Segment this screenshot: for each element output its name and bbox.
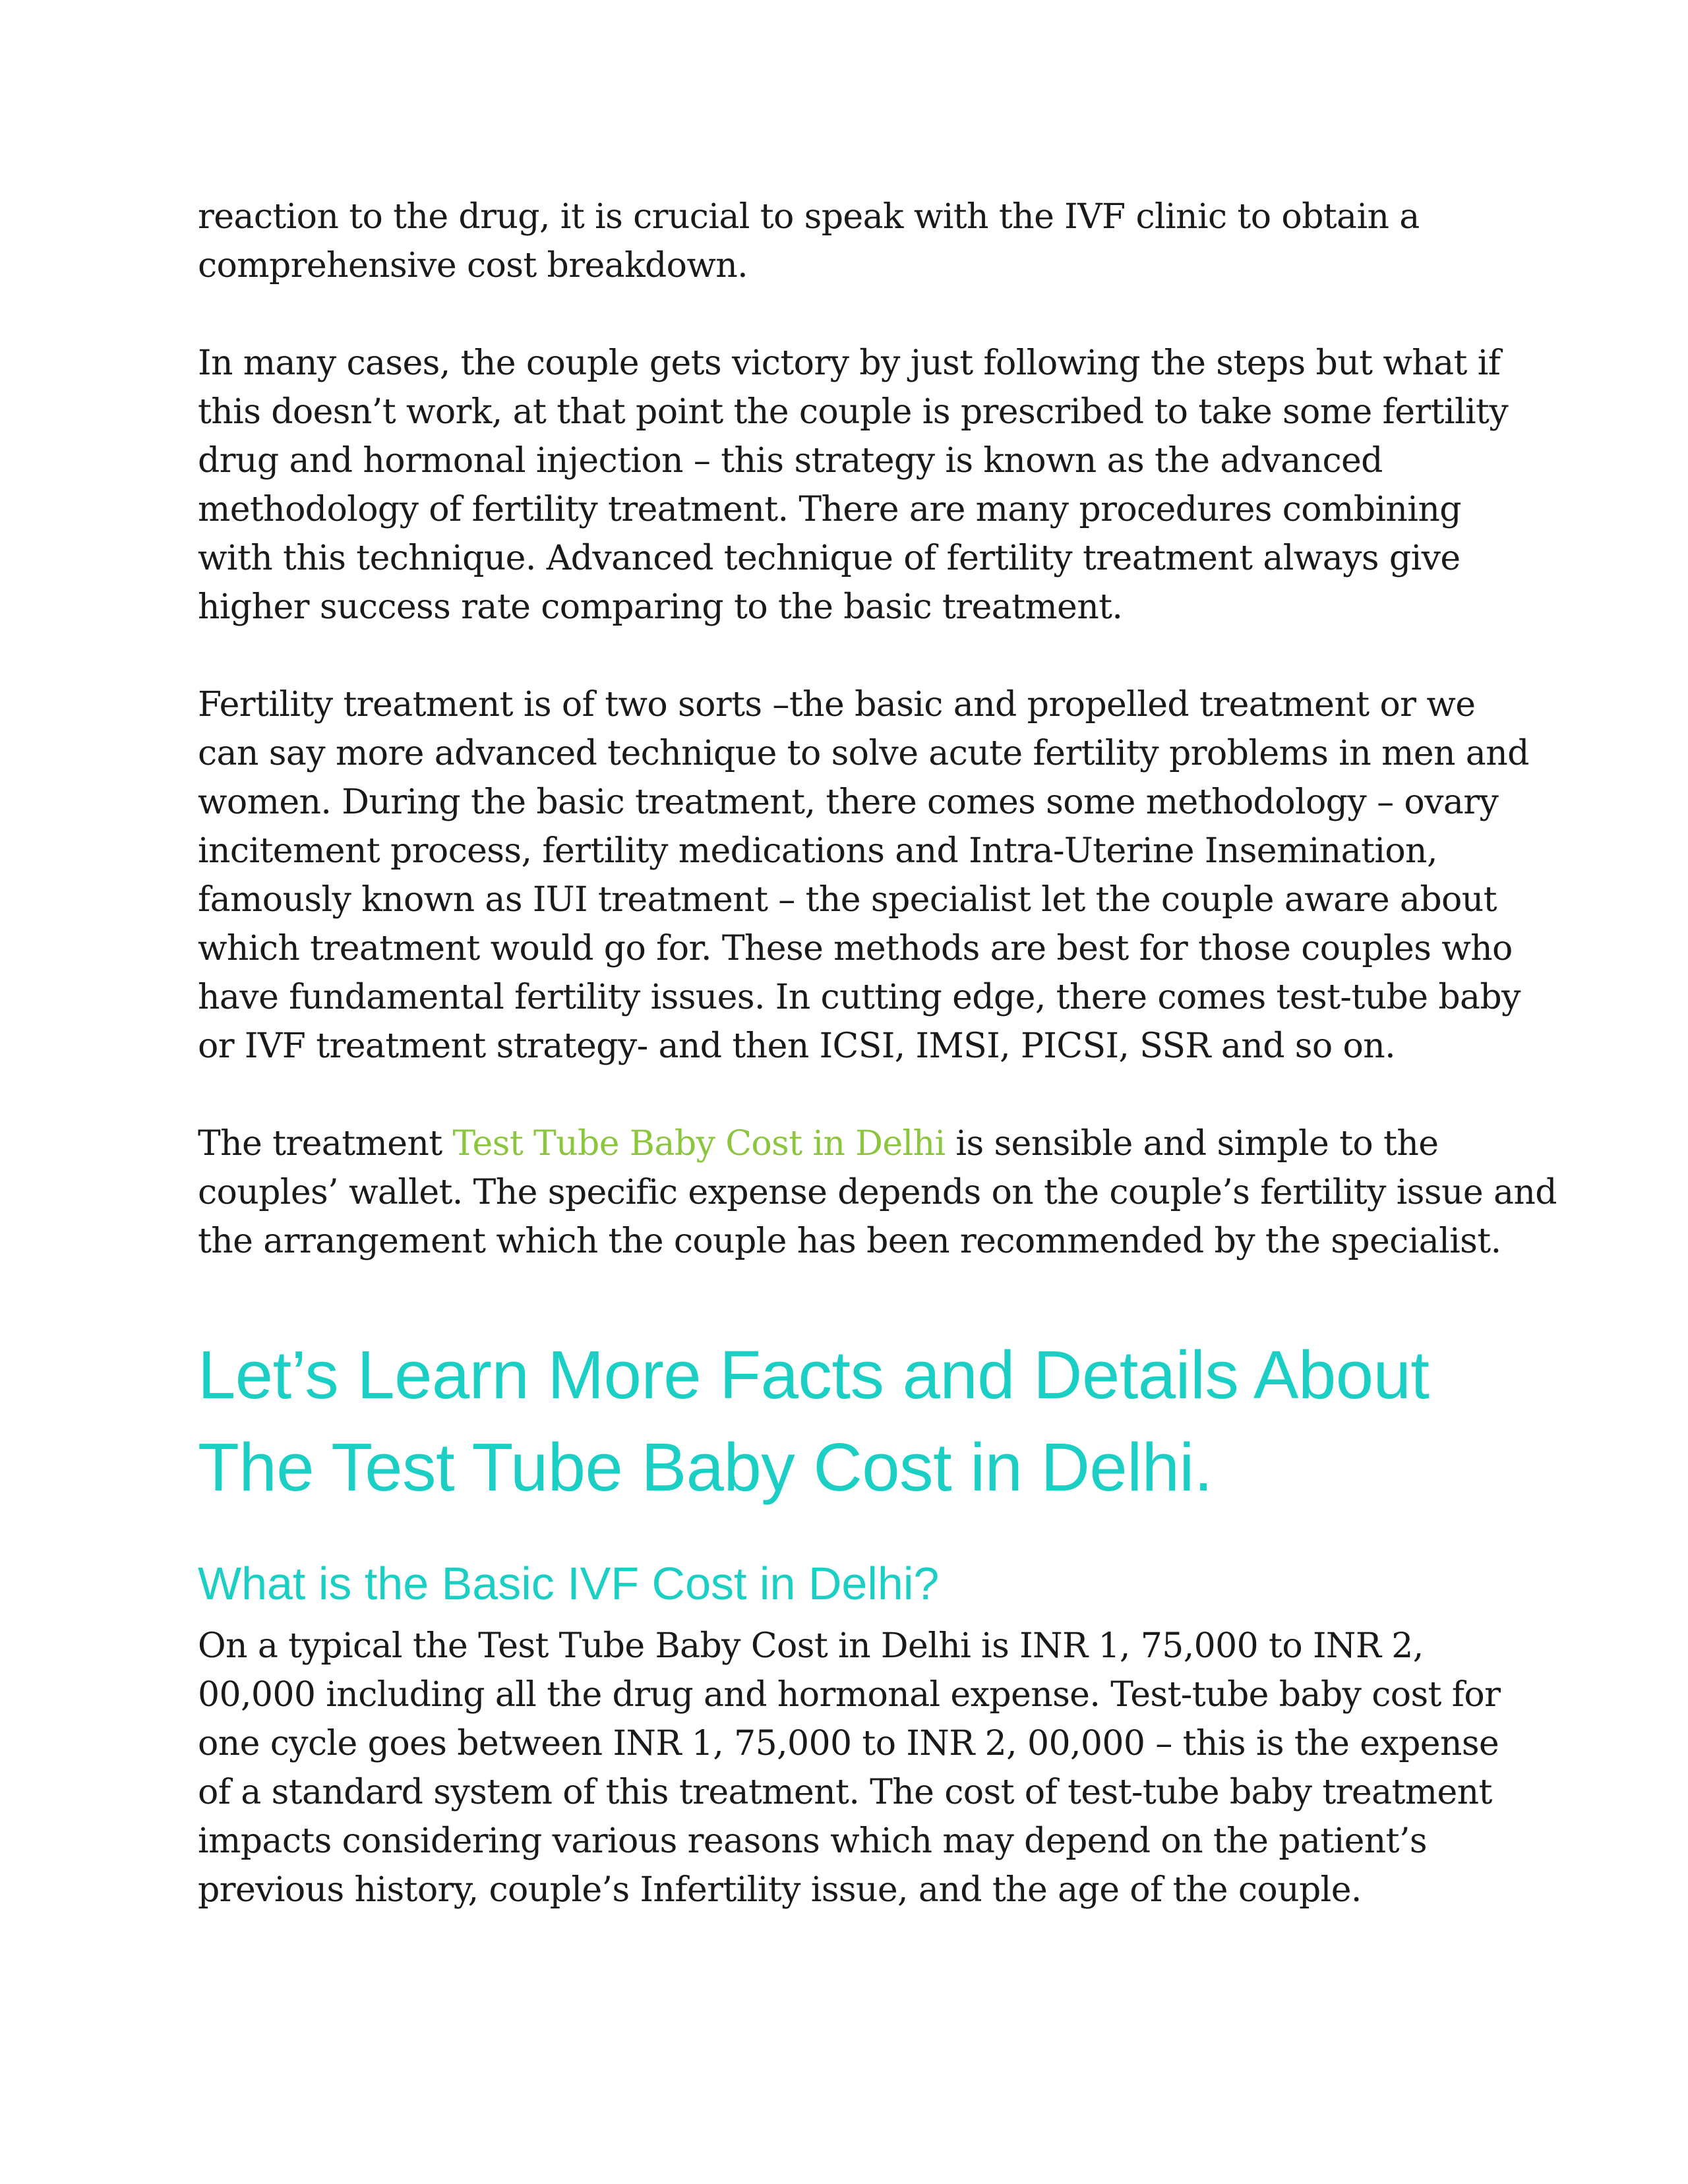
text-line: 00,000 including all the drug and hormonal expense. Test-tube baby cost for	[198, 1675, 1501, 1715]
text-line: previous history, couple’s Infertility issue, and the age of the couple.	[198, 1870, 1362, 1910]
text-line: On a typical the Test Tube Baby Cost in Delhi is INR 1, 75,000 to INR 2,	[198, 1626, 1424, 1666]
text-line: comprehensive cost breakdown.	[198, 246, 748, 285]
text-line: can say more advanced technique to solve acute fertility problems in men and	[198, 734, 1529, 773]
paragraph-basic-ivf-cost	[198, 1622, 1510, 1914]
text-line: famously known as IUI treatment – the specialist let the couple aware about	[198, 880, 1497, 920]
text-line: one cycle goes between INR 1, 75,000 to INR 2, 00,000 – this is the expense	[198, 1724, 1499, 1763]
text-line: the arrangement which the couple has been recommended by the specialist.	[198, 1222, 1501, 1261]
text-line: of a standard system of this treatment. The cost of test-tube baby treatment	[198, 1773, 1492, 1812]
text-line: reaction to the drug, it is crucial to speak with the IVF clinic to obtain a	[198, 197, 1420, 237]
text-line: In many cases, the couple gets victory by just following the steps but what if	[198, 343, 1501, 383]
heading-line: The Test Tube Baby Cost in Delhi.	[198, 1429, 1213, 1505]
text-line: couples’ wallet. The specific expense depends on the couple’s fertility issue and	[198, 1173, 1557, 1212]
text-line: women. During the basic treatment, there comes some methodology – ovary	[198, 782, 1499, 822]
text-line: higher success rate comparing to the basic treatment.	[198, 587, 1123, 627]
paragraph-treatment-types	[198, 680, 1529, 1071]
paragraph-treatment-cost	[198, 1119, 1557, 1266]
text-line: have fundamental fertility issues. In cutting edge, there comes test-tube baby	[198, 978, 1521, 1017]
heading-line: Let’s Learn More Facts and Details About	[198, 1337, 1430, 1413]
document-content	[198, 192, 1557, 1963]
text-line: which treatment would go for. These methods are best for those couples who	[198, 929, 1513, 968]
test-tube-baby-cost-link[interactable]: Test Tube Baby Cost in Delhi	[452, 1124, 946, 1164]
text-line: drug and hormonal injection – this strategy is known as the advanced	[198, 441, 1383, 481]
text-line: methodology of fertility treatment. There are many procedures combining	[198, 490, 1461, 529]
text-line: or IVF treatment strategy- and then ICSI, IMSI, PICSI, SSR and so on.	[198, 1026, 1396, 1066]
sub-heading: What is the Basic IVF Cost in Delhi?	[198, 1558, 940, 1609]
text-line: Fertility treatment is of two sorts –the basic and propelled treatment or we	[198, 685, 1476, 724]
text-segment: is sensible and simple to the	[945, 1124, 1439, 1164]
paragraph-drug-reaction	[198, 192, 1510, 290]
main-heading	[198, 1329, 1510, 1514]
text-line: this doesn’t work, at that point the couple is prescribed to take some fertility	[198, 392, 1509, 432]
text-line: incitement process, fertility medications and Intra-Uterine Insemination,	[198, 831, 1437, 871]
text-line	[198, 1119, 1510, 1168]
text-segment: The treatment	[198, 1124, 453, 1164]
paragraph-advanced-methodology	[198, 339, 1510, 632]
text-line: with this technique. Advanced technique of fertility treatment always give	[198, 539, 1461, 578]
text-line: impacts considering various reasons which may depend on the patient’s	[198, 1821, 1427, 1861]
